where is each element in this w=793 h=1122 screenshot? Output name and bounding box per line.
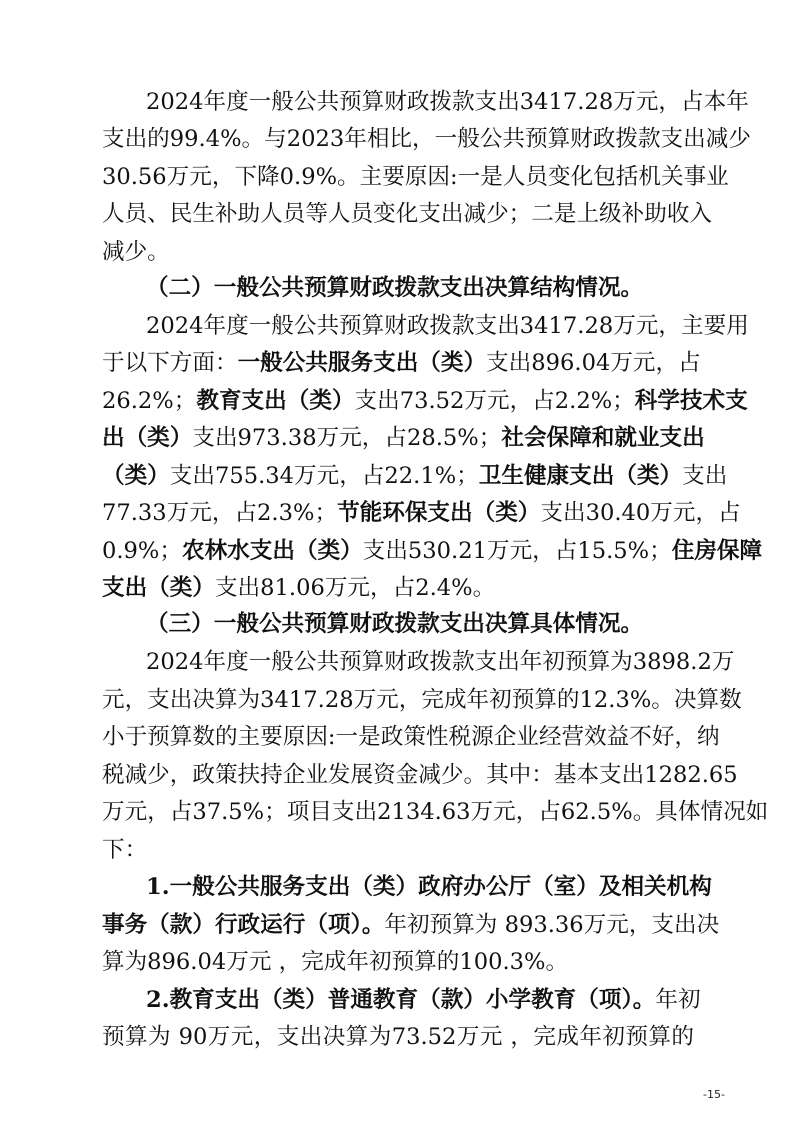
text-run: 支出30.40万元，占	[540, 500, 741, 526]
page-number: -15-	[703, 1088, 725, 1101]
bold-text-run: 农林水支出（类）	[182, 538, 363, 564]
text-run: 支出896.04万元，占	[486, 350, 701, 376]
text-run: 支出73.52万元，占2.2%；	[354, 388, 635, 414]
text-line	[102, 121, 751, 158]
text-line	[102, 495, 741, 532]
text-run: 下：	[102, 837, 148, 863]
text-run: 人员、民生补助人员等人员变化支出减少；二是上级补助收入	[102, 201, 713, 227]
text-run: 税减少，政策扶持企业发展资金减少。其中：基本支出1282.65	[102, 762, 738, 788]
text-run: 年初	[655, 987, 701, 1013]
bold-text-run: 2.教育支出（类）普通教育（款）小学教育（项）。	[146, 987, 656, 1013]
text-run: 0.9%；	[102, 538, 182, 564]
bold-text-run: 节能环保支出（类）	[337, 500, 541, 526]
text-line	[146, 644, 735, 681]
text-line	[102, 196, 713, 233]
bold-text-run: （类）	[102, 463, 170, 489]
bold-text-run: 社会保障和就业支出	[501, 425, 705, 451]
section-heading	[146, 270, 694, 307]
text-run: 2024年度一般公共预算财政拨款支出3417.28万元，主要用	[146, 313, 749, 339]
text-line	[102, 682, 742, 719]
text-line	[102, 234, 694, 271]
text-run: 支出973.38万元，占28.5%；	[192, 425, 502, 451]
text-line	[102, 458, 728, 495]
text-run: 支出81.06万元，占2.4%。	[214, 575, 496, 601]
text-run: 算为896.04万元 ，完成年初预算的100.3%。	[102, 949, 569, 975]
text-run: 支出530.21万元，占15.5%；	[362, 538, 672, 564]
text-line	[102, 570, 694, 607]
text-line	[102, 719, 720, 756]
bold-text-run: 教育支出（类）	[196, 388, 355, 414]
text-run: 支出的99.4%。与2023年相比，一般公共预算财政拨款支出减少	[102, 126, 751, 152]
text-run: 小于预算数的主要原因:一是政策性税源企业经营效益不好，纳	[102, 724, 720, 750]
text-line	[146, 308, 749, 345]
bold-text-run: 出（类）	[102, 425, 193, 451]
text-line	[102, 420, 705, 457]
text-line	[102, 345, 701, 382]
bold-text-run: （二）一般公共预算财政拨款支出决算结构情况。	[146, 275, 644, 301]
text-run: 年初预算为 893.36万元，支出决	[384, 912, 720, 938]
text-run: 于以下方面：	[102, 350, 238, 376]
text-line	[102, 1019, 694, 1056]
text-line	[102, 383, 748, 420]
text-run: 2024年度一般公共预算财政拨款支出3417.28万元，占本年	[146, 89, 749, 115]
section-heading	[146, 606, 694, 643]
text-run: 2024年度一般公共预算财政拨款支出年初预算为3898.2万	[146, 649, 735, 675]
bold-text-run: 一般公共服务支出（类）	[237, 350, 487, 376]
bold-text-run: 支出（类）	[102, 575, 215, 601]
text-run: 77.33万元，占2.3%；	[102, 500, 338, 526]
bold-text-run: 事务（款）行政运行（项）。	[102, 912, 385, 938]
text-line	[102, 944, 694, 981]
text-line	[102, 533, 763, 570]
text-line	[102, 159, 729, 196]
text-run: 减少。	[102, 239, 170, 265]
text-line	[102, 832, 694, 869]
bold-text-run: 卫生健康支出（类）	[478, 463, 683, 489]
text-run: 30.56万元，下降0.9%。主要原因:一是人员变化包括机关事业	[102, 164, 729, 190]
bold-text-run: 住房保障	[671, 538, 763, 564]
item-heading	[146, 982, 701, 1019]
text-line	[102, 794, 769, 831]
text-run: 元，支出决算为3417.28万元，完成年初预算的12.3%。决算数	[102, 687, 742, 713]
text-run: 万元，占37.5%；项目支出2134.63万元，占62.5%。具体情况如	[102, 799, 769, 825]
text-run: 支出755.34万元，占22.1%；	[169, 463, 479, 489]
text-line	[102, 757, 738, 794]
bold-text-run: （三）一般公共预算财政拨款支出决算具体情况。	[146, 611, 644, 637]
text-line	[102, 907, 720, 944]
bold-text-run: 1.一般公共服务支出（类）政府办公厅（室）及相关机构	[146, 874, 712, 900]
bold-text-run: 科学技术支	[634, 388, 748, 414]
text-run: 支出	[682, 463, 728, 489]
item-heading	[146, 869, 712, 906]
text-run: 26.2%；	[102, 388, 197, 414]
text-line	[146, 84, 749, 121]
text-run: 预算为 90万元，支出决算为73.52万元 ，完成年初预算的	[102, 1024, 694, 1050]
